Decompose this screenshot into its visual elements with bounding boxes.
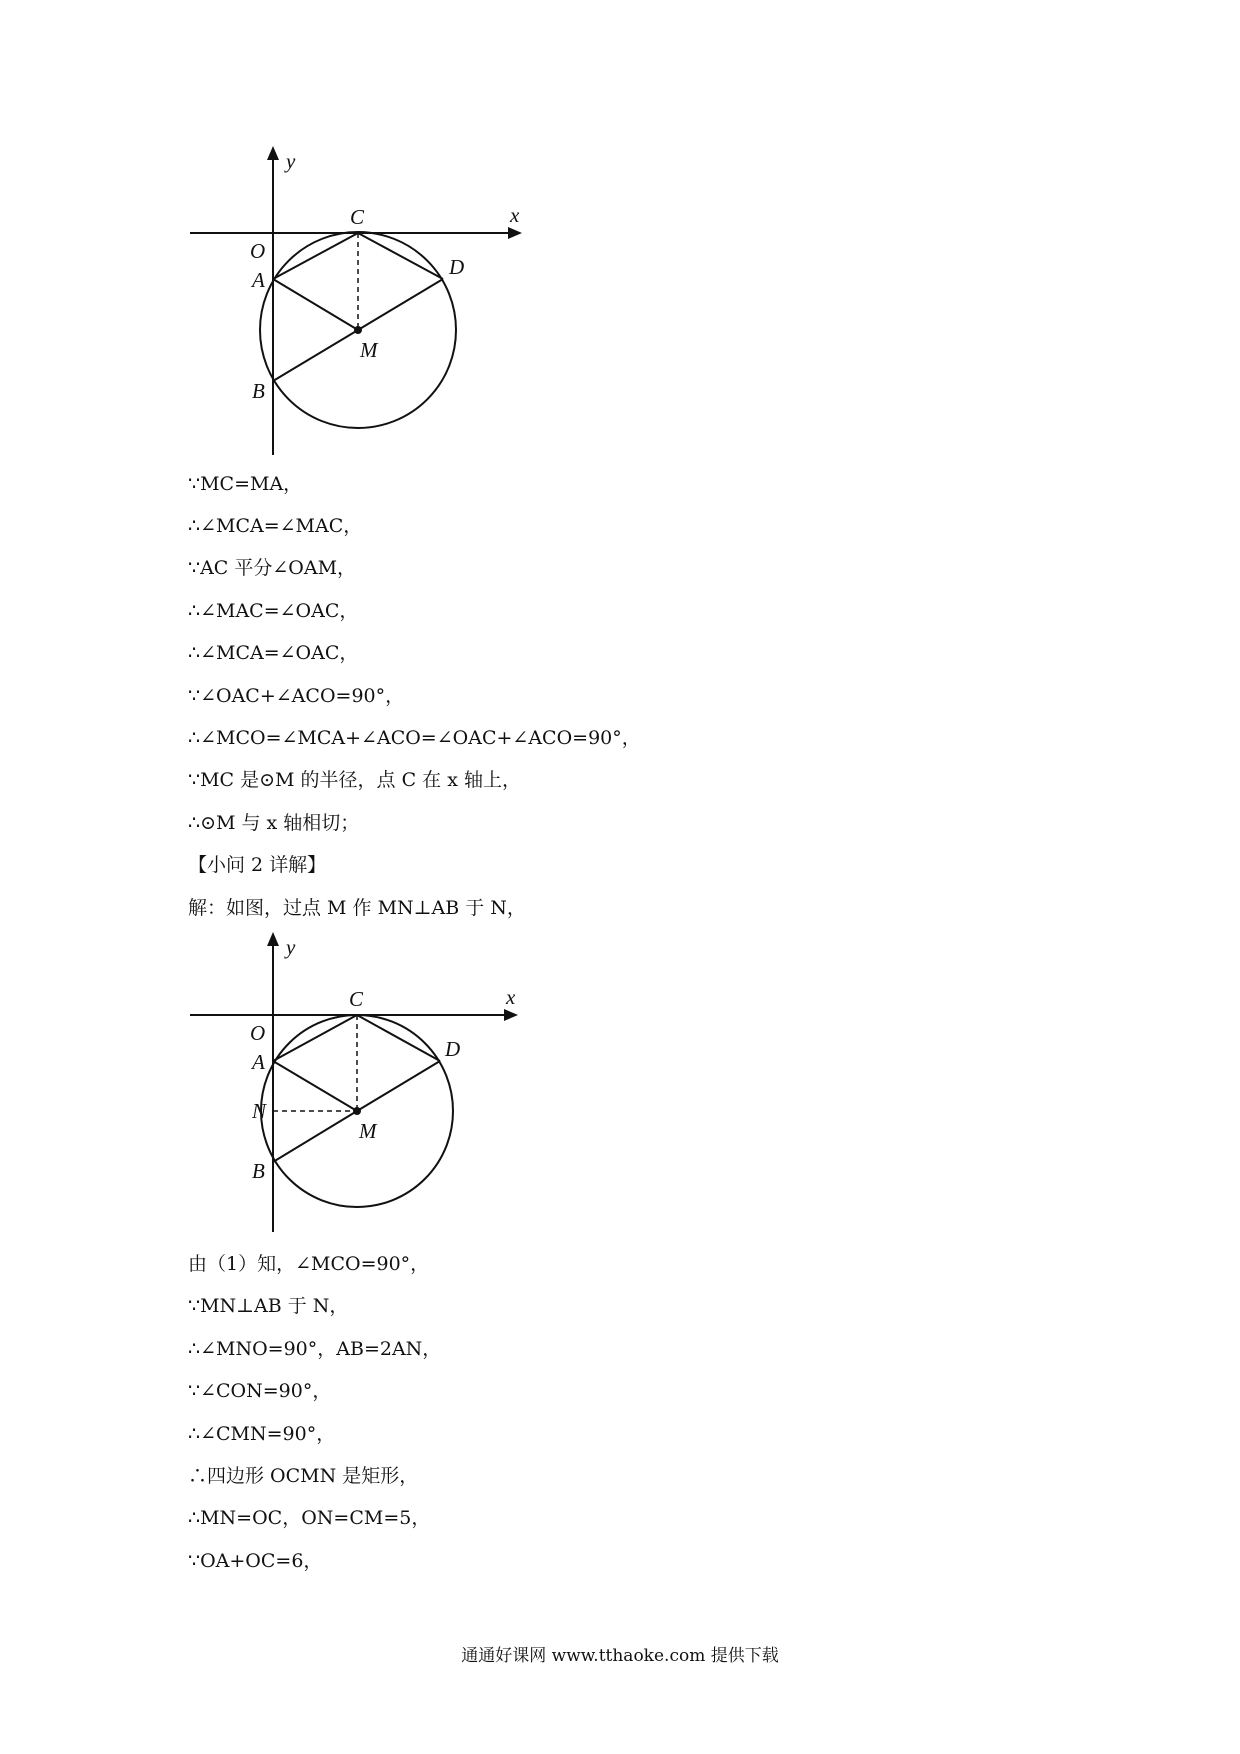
text-line: ∴四边形 OCMN 是矩形， <box>188 1465 419 1487</box>
segment-bm <box>273 1111 357 1162</box>
text-line: ∴∠MNO=90°，AB=2AN， <box>188 1338 442 1360</box>
text-line: ∵∠OAC+∠ACO=90°， <box>188 685 405 707</box>
text-line: ∵AC 平分∠OAM， <box>188 557 357 579</box>
segment-bm <box>273 330 358 381</box>
segment-am <box>273 1061 357 1111</box>
segment-ac <box>273 1015 357 1061</box>
label-m: M <box>359 1119 377 1143</box>
label-b: B <box>252 379 265 403</box>
text-line: ∵MC 是⊙M 的半径，点 C 在 x 轴上， <box>188 769 521 791</box>
page-footer: 通通好课网 www.tthaoke.com 提供下载 <box>461 1646 779 1666</box>
text-line: ∵MC=MA， <box>188 473 303 495</box>
text-line: ∵OA+OC=6， <box>188 1550 323 1572</box>
label-d: D <box>449 255 465 279</box>
figure-1 <box>180 140 540 470</box>
label-y: y <box>286 935 296 959</box>
text-line: 解：如图，过点 M 作 MN⊥AB 于 N， <box>188 897 526 919</box>
label-o: O <box>250 1021 266 1045</box>
text-line: 由（1）知，∠MCO=90°， <box>188 1253 430 1275</box>
text-line: ∴∠MCA=∠MAC， <box>188 515 363 537</box>
segment-dm <box>357 1061 440 1111</box>
label-a: A <box>252 1050 265 1074</box>
segment-am <box>273 279 358 330</box>
text-line: ∴∠MCA=∠OAC， <box>188 642 359 664</box>
label-c: C <box>349 987 364 1011</box>
text-line: ∴MN=OC，ON=CM=5， <box>188 1507 431 1529</box>
label-d: D <box>445 1037 461 1061</box>
label-n: N <box>252 1099 267 1123</box>
text-line: ∴∠MAC=∠OAC， <box>188 600 359 622</box>
segment-ac <box>273 233 358 279</box>
label-y: y <box>286 149 296 173</box>
text-line: ∴∠MCO=∠MCA+∠ACO=∠OAC+∠ACO=90°， <box>188 727 641 749</box>
label-x: x <box>506 985 516 1009</box>
label-b: B <box>252 1159 265 1183</box>
figure-1-svg <box>180 140 540 470</box>
text-line: ∵∠CON=90°， <box>188 1380 332 1402</box>
label-o: O <box>250 239 266 263</box>
text-line: ∵MN⊥AB 于 N， <box>188 1295 349 1317</box>
segment-cd <box>358 233 443 279</box>
point-m <box>354 326 362 334</box>
segment-cd <box>357 1015 440 1061</box>
label-m: M <box>360 338 378 362</box>
segment-dm <box>358 279 443 330</box>
label-x: x <box>510 203 520 227</box>
x-axis-arrow <box>504 1009 518 1021</box>
text-line: ∴∠CMN=90°， <box>188 1423 336 1445</box>
section-heading: 【小问 2 详解】 <box>188 854 327 876</box>
text-line: ∴⊙M 与 x 轴相切； <box>188 812 360 834</box>
point-m <box>353 1107 361 1115</box>
y-axis-arrow <box>267 146 279 160</box>
x-axis-arrow <box>508 227 522 239</box>
y-axis-arrow <box>267 932 279 946</box>
figure-2-svg <box>180 926 540 1246</box>
label-a: A <box>252 268 265 292</box>
figure-2 <box>180 926 540 1246</box>
label-c: C <box>350 205 365 229</box>
